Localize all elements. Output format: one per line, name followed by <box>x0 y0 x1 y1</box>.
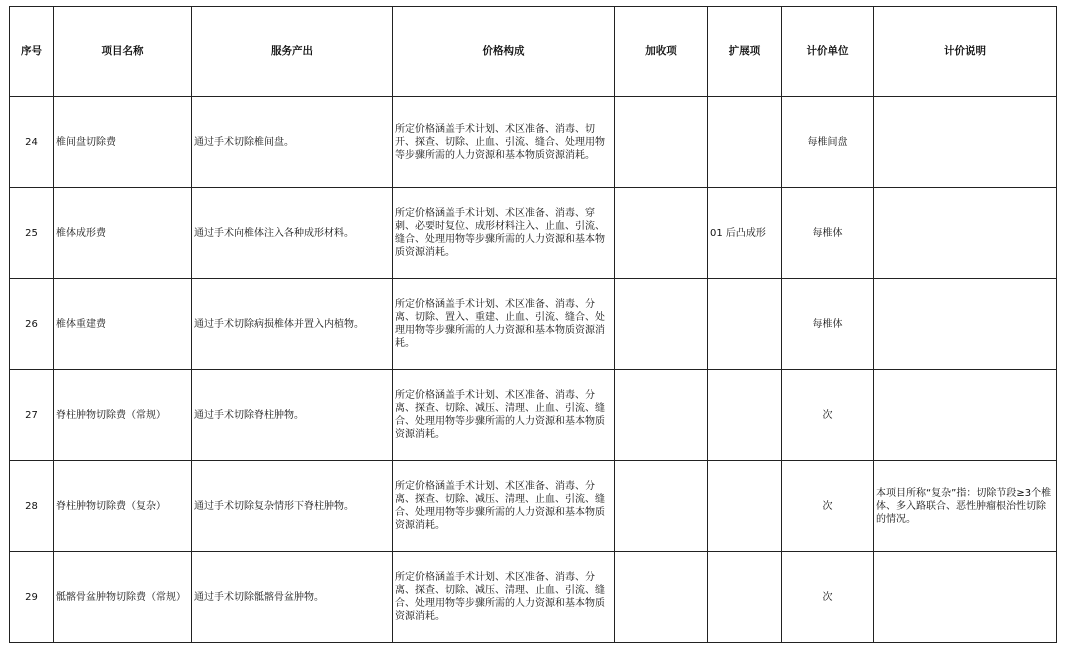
cell-extension <box>708 461 782 552</box>
table-row <box>10 370 1057 461</box>
cell-price: 所定价格涵盖手术计划、术区准备、消毒、分离、探查、切除、减压、清理、止血、引流、缝合、处理用物等步骤所需的人力资源和基本物质资源消耗。 <box>393 552 615 643</box>
cell-unit: 每椎体 <box>782 279 874 370</box>
table-row <box>10 188 1057 279</box>
cell-name: 椎体成形费 <box>54 188 192 279</box>
cell-surcharge <box>615 188 708 279</box>
cell-output: 通过手术切除复杂情形下脊柱肿物。 <box>192 461 393 552</box>
cell-price: 所定价格涵盖手术计划、术区准备、消毒、分离、探查、切除、减压、清理、止血、引流、缝合、处理用物等步骤所需的人力资源和基本物质资源消耗。 <box>393 370 615 461</box>
cell-surcharge <box>615 97 708 188</box>
header-price: 价格构成 <box>393 7 615 97</box>
cell-note <box>874 552 1057 643</box>
cell-no: 29 <box>10 552 54 643</box>
cell-name: 椎间盘切除费 <box>54 97 192 188</box>
cell-unit: 每椎间盘 <box>782 97 874 188</box>
cell-note <box>874 188 1057 279</box>
cell-unit: 每椎体 <box>782 188 874 279</box>
cell-price: 所定价格涵盖手术计划、术区准备、消毒、切开、探查、切除、止血、引流、缝合、处理用物等步骤所需的人力资源和基本物质资源消耗。 <box>393 97 615 188</box>
cell-note: 本项目所称“复杂”指：切除节段≥3个椎体、多入路联合、恶性肿瘤根治性切除的情况。 <box>874 461 1057 552</box>
cell-output: 通过手术切除脊柱肿物。 <box>192 370 393 461</box>
cell-no: 25 <box>10 188 54 279</box>
header-output: 服务产出 <box>192 7 393 97</box>
cell-price: 所定价格涵盖手术计划、术区准备、消毒、穿刺、必要时复位、成形材料注入、止血、引流、缝合、处理用物等步骤所需的人力资源和基本物质资源消耗。 <box>393 188 615 279</box>
cell-price: 所定价格涵盖手术计划、术区准备、消毒、分离、切除、置入、重建、止血、引流、缝合、处理用物等步骤所需的人力资源和基本物质资源消耗。 <box>393 279 615 370</box>
table-row <box>10 552 1057 643</box>
pricing-table <box>9 6 1057 643</box>
cell-note <box>874 370 1057 461</box>
cell-name: 脊柱肿物切除费（常规） <box>54 370 192 461</box>
cell-extension <box>708 552 782 643</box>
header-note: 计价说明 <box>874 7 1057 97</box>
cell-extension <box>708 370 782 461</box>
cell-note <box>874 97 1057 188</box>
cell-name: 脊柱肿物切除费（复杂） <box>54 461 192 552</box>
cell-unit: 次 <box>782 552 874 643</box>
header-no: 序号 <box>10 7 54 97</box>
cell-no: 28 <box>10 461 54 552</box>
cell-extension <box>708 279 782 370</box>
table-row <box>10 279 1057 370</box>
cell-price: 所定价格涵盖手术计划、术区准备、消毒、分离、探查、切除、减压、清理、止血、引流、缝合、处理用物等步骤所需的人力资源和基本物质资源消耗。 <box>393 461 615 552</box>
header-name: 项目名称 <box>54 7 192 97</box>
header-surcharge: 加收项 <box>615 7 708 97</box>
cell-no: 26 <box>10 279 54 370</box>
cell-no: 24 <box>10 97 54 188</box>
cell-output: 通过手术切除病损椎体并置入内植物。 <box>192 279 393 370</box>
cell-output: 通过手术切除椎间盘。 <box>192 97 393 188</box>
cell-output: 通过手术向椎体注入各种成形材料。 <box>192 188 393 279</box>
cell-unit: 次 <box>782 370 874 461</box>
cell-extension <box>708 97 782 188</box>
cell-name: 骶髂骨盆肿物切除费（常规） <box>54 552 192 643</box>
table-row <box>10 97 1057 188</box>
cell-surcharge <box>615 279 708 370</box>
header-extension: 扩展项 <box>708 7 782 97</box>
cell-name: 椎体重建费 <box>54 279 192 370</box>
cell-output: 通过手术切除骶髂骨盆肿物。 <box>192 552 393 643</box>
header-unit: 计价单位 <box>782 7 874 97</box>
cell-surcharge <box>615 370 708 461</box>
cell-unit: 次 <box>782 461 874 552</box>
cell-extension: 01 后凸成形 <box>708 188 782 279</box>
cell-surcharge <box>615 552 708 643</box>
cell-note <box>874 279 1057 370</box>
header-row <box>10 7 1057 97</box>
cell-surcharge <box>615 461 708 552</box>
cell-no: 27 <box>10 370 54 461</box>
table-row <box>10 461 1057 552</box>
